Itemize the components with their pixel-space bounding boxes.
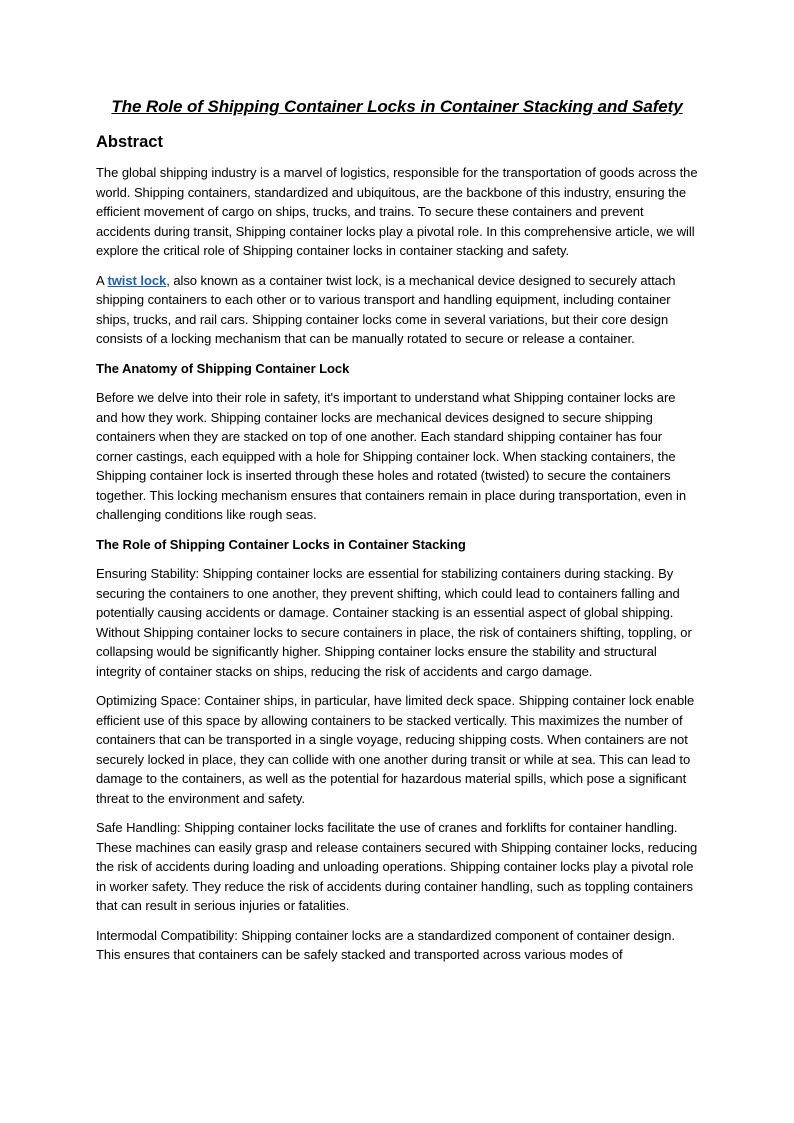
twist-lock-prefix: A [96,272,108,288]
twist-lock-link[interactable]: twist lock [107,272,167,288]
stacking-heading: The Role of Shipping Container Locks in Container Stacking [96,536,466,552]
document-title: The Role of Shipping Container Locks in Container Stacking and Safety [111,97,683,116]
anatomy-paragraph: Before we delve into their role in safety, it's important to understand what Shipping container locks are and how they work. Shipping container locks are mechanical devices designed to secure shipping containers when they are stacked on top of one another. Each standard shipping container has four corner castings, each equipped with a hole for Shipping container lock. When stacking containers, the Shipping container lock is inserted through these holes and rotated (twisted) to secure the containers together. This locking mechanism ensures that containers remain in place during transportation, even in challenging conditions like rough seas. [96,390,687,522]
twist-lock-text: , also known as a container twist lock, is a mechanical device designed to securely attach shipping containers to each other or to various transport and handling equipment, including container ships, trucks, and rail cars. Shipping container locks come in several variations, but their core design consists of a locking mechanism that can be manually rotated to secure or release a container. [96,272,676,346]
anatomy-heading: The Anatomy of Shipping Container Lock [96,360,350,376]
stability-paragraph: Ensuring Stability: Shipping container locks are essential for stabilizing containers during stacking. By securing the containers to one another, they prevent shifting, which could lead to containers falling and potentially causing accidents or damage. Container stacking is an essential aspect of global shipping. Without Shipping container locks to secure containers in place, the risk of containers shifting, toppling, or collapsing would be significantly higher. Shipping container locks ensure the stability and structural integrity of container stacks on ships, reducing the risk of accidents and cargo damage. [96,566,692,679]
intermodal-paragraph: Intermodal Compatibility: Shipping container locks are a standardized component of container design. This ensures that containers can be safely stacked and transported across various modes of [96,927,675,962]
intro-paragraph: The global shipping industry is a marvel of logistics, responsible for the transportation of goods across the world. Shipping containers, standardized and ubiquitous, are the backbone of this industry, ensuring the efficient movement of cargo on ships, trucks, and trains. To secure these containers and prevent accidents during transit, Shipping container locks play a pivotal role. In this comprehensive article, we will explore the critical role of Shipping container locks in container stacking and safety. [96,165,698,258]
handling-paragraph: Safe Handling: Shipping container locks facilitate the use of cranes and forklifts for container handling. These machines can easily grasp and release containers secured with Shipping container locks, reducing the risk of accidents during loading and unloading operations. Shipping container locks play a pivotal role in worker safety. They reduce the risk of accidents during container handling, such as toppling containers that can result in serious injuries or fatalities. [96,820,698,913]
abstract-heading: Abstract [96,133,163,151]
space-paragraph: Optimizing Space: Container ships, in particular, have limited deck space. Shipping container lock enable efficient use of this space by allowing containers to be stacked vertically. This maximizes the number of containers that can be transported in a single voyage, reducing shipping costs. When containers are not securely locked in place, they can collide with one another during transit or while at sea. This can lead to damage to the containers, as well as the potential for hazardous material spills, which pose a significant threat to the environment and safety. [96,693,695,806]
twist-lock-paragraph [96,271,698,349]
